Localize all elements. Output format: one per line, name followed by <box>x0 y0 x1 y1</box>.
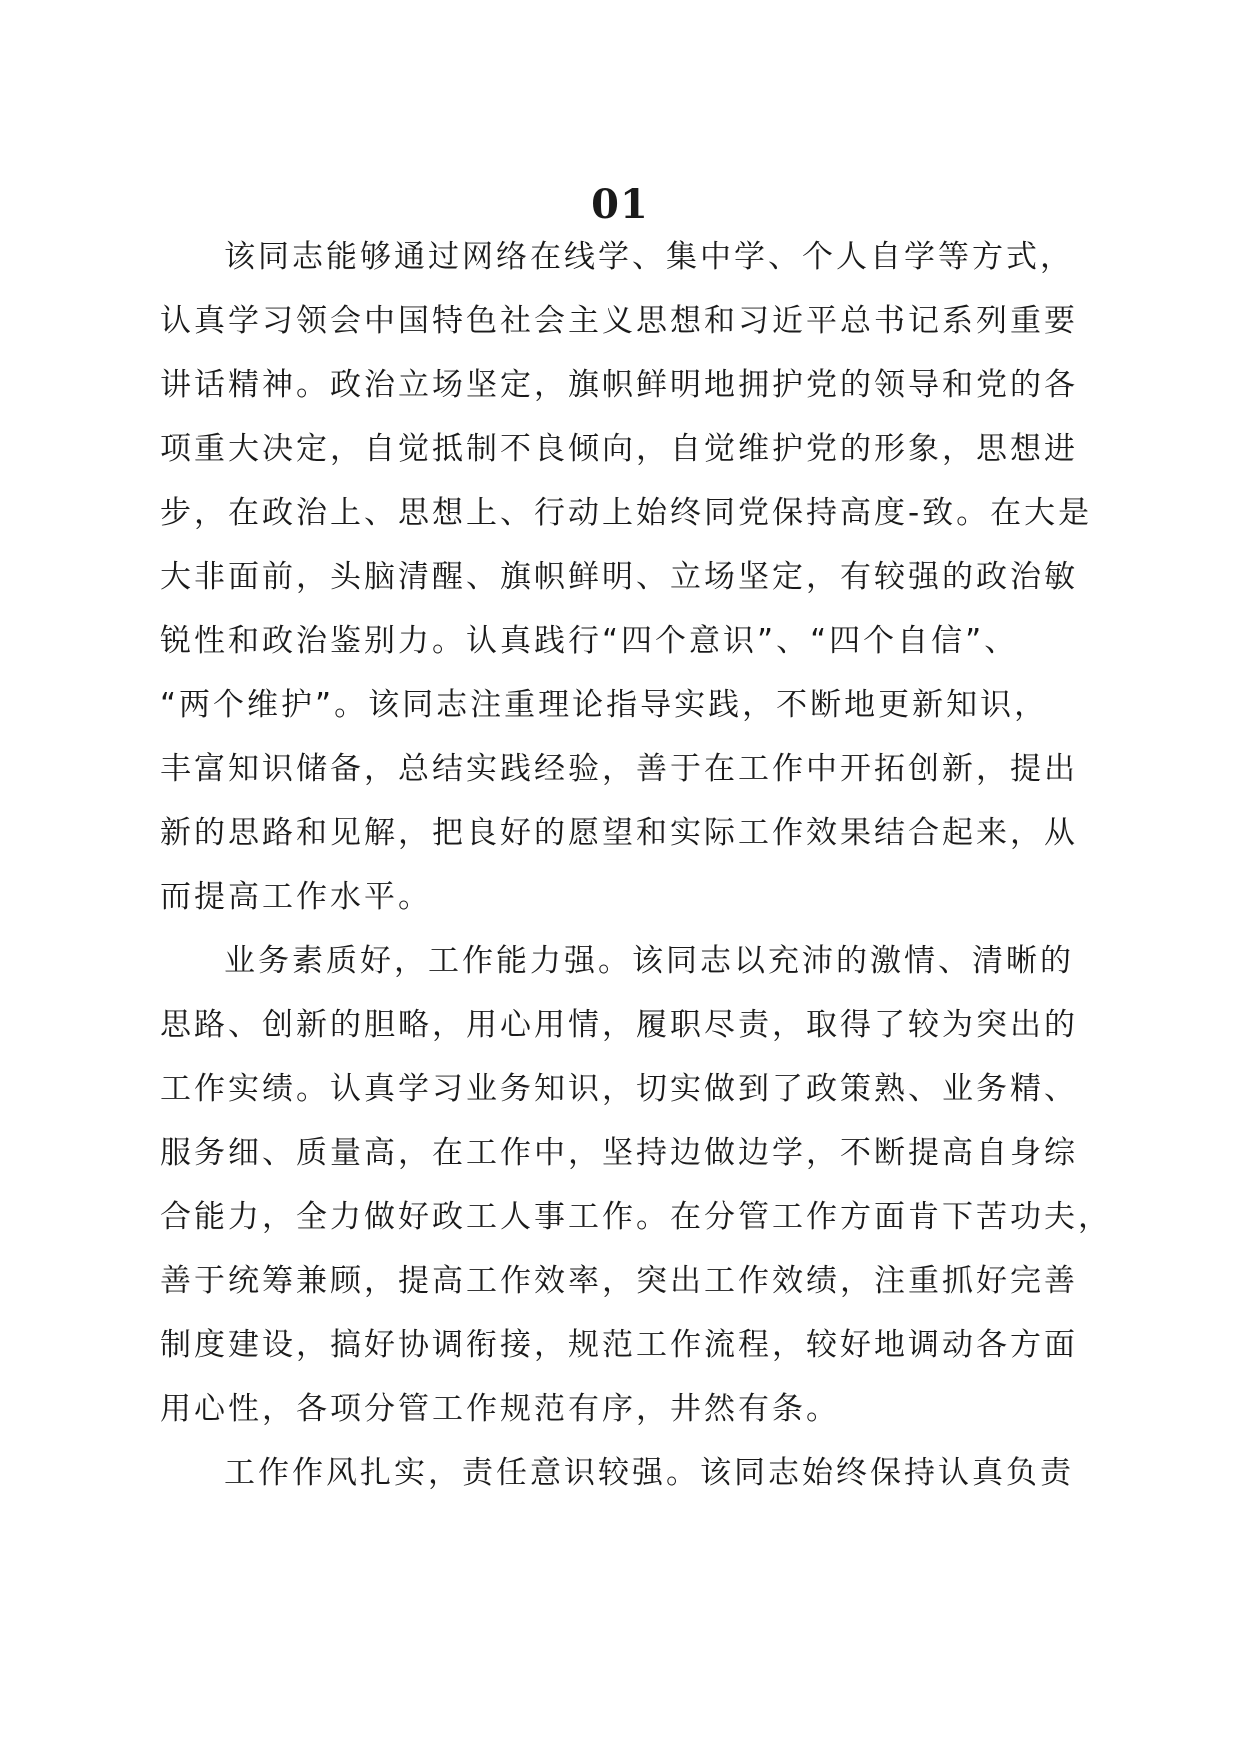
paragraph-1-line-11: 而提高工作水平。 <box>160 879 432 915</box>
paragraph-2-line-6: 善于统筹兼顾，提高工作效率，突出工作效绩，注重抓好完善 <box>160 1263 1078 1299</box>
document-body <box>160 225 1112 1505</box>
paragraph-2-line-1: 业务素质好，工作能力强。该同志以充沛的激情、清晰的 <box>224 943 1074 979</box>
paragraph-2-line-5: 合能力，全力做好政工人事工作。在分管工作方面肯下苦功夫， <box>160 1199 1112 1235</box>
paragraph-1-line-2: 认真学习领会中国特色社会主义思想和习近平总书记系列重要 <box>160 303 1078 339</box>
paragraph-1-line-3: 讲话精神。政治立场坚定，旗帜鲜明地拥护党的领导和党的各 <box>160 367 1078 403</box>
paragraph-1-line-4: 项重大决定，自觉抵制不良倾向，自觉维护党的形象，思想进 <box>160 431 1078 467</box>
paragraph-1-line-8: “两个维护”。该同志注重理论指导实践，不断地更新知识， <box>160 687 1049 723</box>
paragraph-2-line-8: 用心性，各项分管工作规范有序，井然有条。 <box>160 1391 840 1427</box>
paragraph-2-line-7: 制度建设，搞好协调衔接，规范工作流程，较好地调动各方面 <box>160 1327 1078 1363</box>
paragraph-2-line-4: 服务细、质量高，在工作中，坚持边做边学，不断提高自身综 <box>160 1135 1078 1171</box>
paragraph-1-line-6: 大非面前，头脑清醒、旗帜鲜明、立场坚定，有较强的政治敏 <box>160 559 1078 595</box>
paragraph-3-line-1: 工作作风扎实，责任意识较强。该同志始终保持认真负责 <box>224 1455 1074 1491</box>
paragraph-1-line-9: 丰富知识储备，总结实践经验，善于在工作中开拓创新，提出 <box>160 751 1078 787</box>
paragraph-1-line-1: 该同志能够通过网络在线学、集中学、个人自学等方式， <box>224 239 1074 275</box>
paragraph-2-line-3: 工作实绩。认真学习业务知识，切实做到了政策熟、业务精、 <box>160 1071 1078 1107</box>
paragraph-1-line-7: 锐性和政治鉴别力。认真践行“四个意识”、“四个自信”、 <box>160 623 1019 659</box>
paragraph-1-line-10: 新的思路和见解，把良好的愿望和实际工作效果结合起来，从 <box>160 815 1078 851</box>
paragraph-1-line-5: 步，在政治上、思想上、行动上始终同党保持高度-致。在大是 <box>160 495 1093 531</box>
page-title: 01 <box>591 181 649 228</box>
paragraph-2-line-2: 思路、创新的胆略，用心用情，履职尽责，取得了较为突出的 <box>160 1007 1078 1043</box>
